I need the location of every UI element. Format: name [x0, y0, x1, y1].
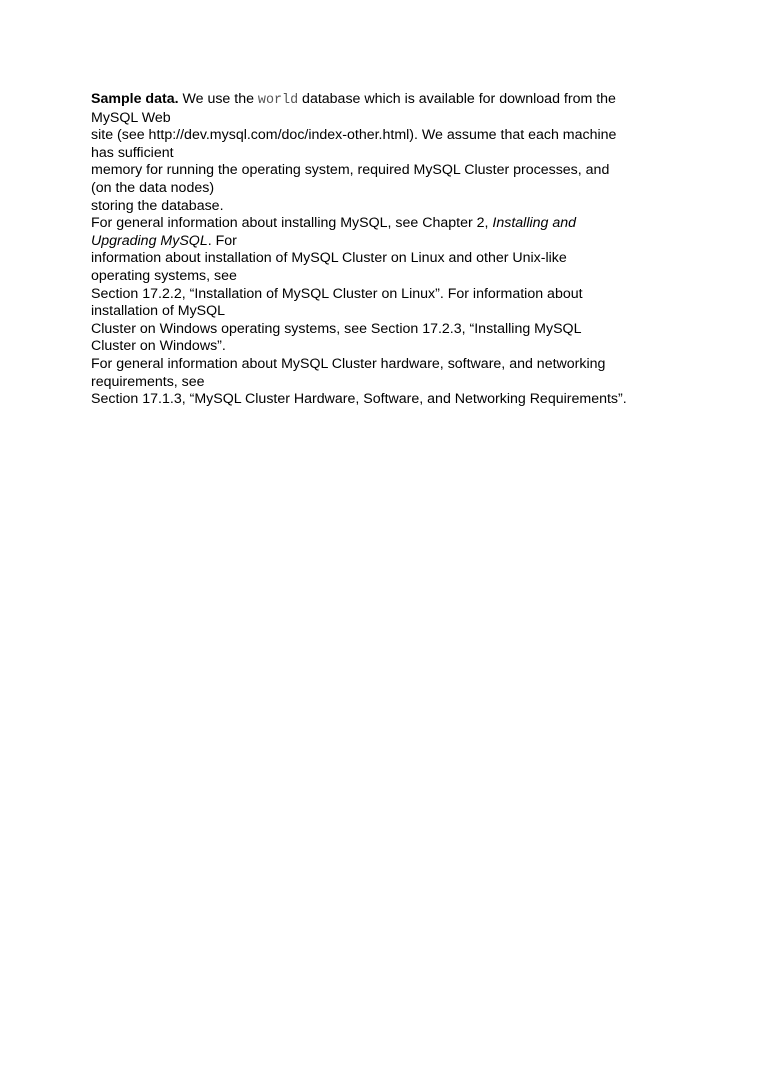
document-body: [91, 91, 691, 409]
chapter-title-italic: Upgrading MySQL: [91, 232, 208, 249]
text-fragment: . For: [207, 232, 237, 249]
code-world: world: [257, 93, 299, 108]
text-fragment: We use the: [178, 91, 258, 107]
text-line: requirements, see: [91, 373, 205, 390]
sample-data-heading: Sample data.: [91, 91, 179, 107]
text-line: [91, 233, 691, 251]
text-line: [91, 91, 691, 110]
text-line: memory for running the operating system, required MySQL Cluster processes, and: [91, 162, 610, 179]
text-line: information about installation of MySQL Cluster on Linux and other Unix-like: [91, 250, 567, 267]
chapter-title-italic: Installing and: [492, 215, 577, 232]
text-line: storing the database.: [91, 197, 224, 214]
paragraph-requirements: [91, 356, 691, 409]
text-fragment: database which is available for download from the: [298, 91, 616, 107]
text-line: Section 17.1.3, “MySQL Cluster Hardware, Software, and Networking Requirements”.: [91, 391, 627, 408]
paragraph-installing-mysql: [91, 215, 691, 356]
text-line: site (see http://dev.mysql.com/doc/index-other.html). We assume that each machine: [91, 127, 617, 144]
text-line: Cluster on Windows operating systems, see Section 17.2.3, “Installing MySQL: [91, 320, 582, 337]
text-line: Section 17.2.2, “Installation of MySQL Cluster on Linux”. For information about: [91, 285, 583, 302]
text-line: has sufficient: [91, 144, 174, 161]
text-line: operating systems, see: [91, 267, 237, 284]
text-line: [91, 215, 691, 233]
text-line: (on the data nodes): [91, 179, 215, 196]
text-line: MySQL Web: [91, 109, 171, 126]
text-line: For general information about MySQL Cluster hardware, software, and networking: [91, 355, 606, 372]
text-line: Cluster on Windows”.: [91, 338, 226, 355]
text-fragment: For general information about installing MySQL, see Chapter 2,: [91, 215, 493, 232]
paragraph-sample-data: [91, 91, 691, 215]
text-line: installation of MySQL: [91, 303, 226, 320]
